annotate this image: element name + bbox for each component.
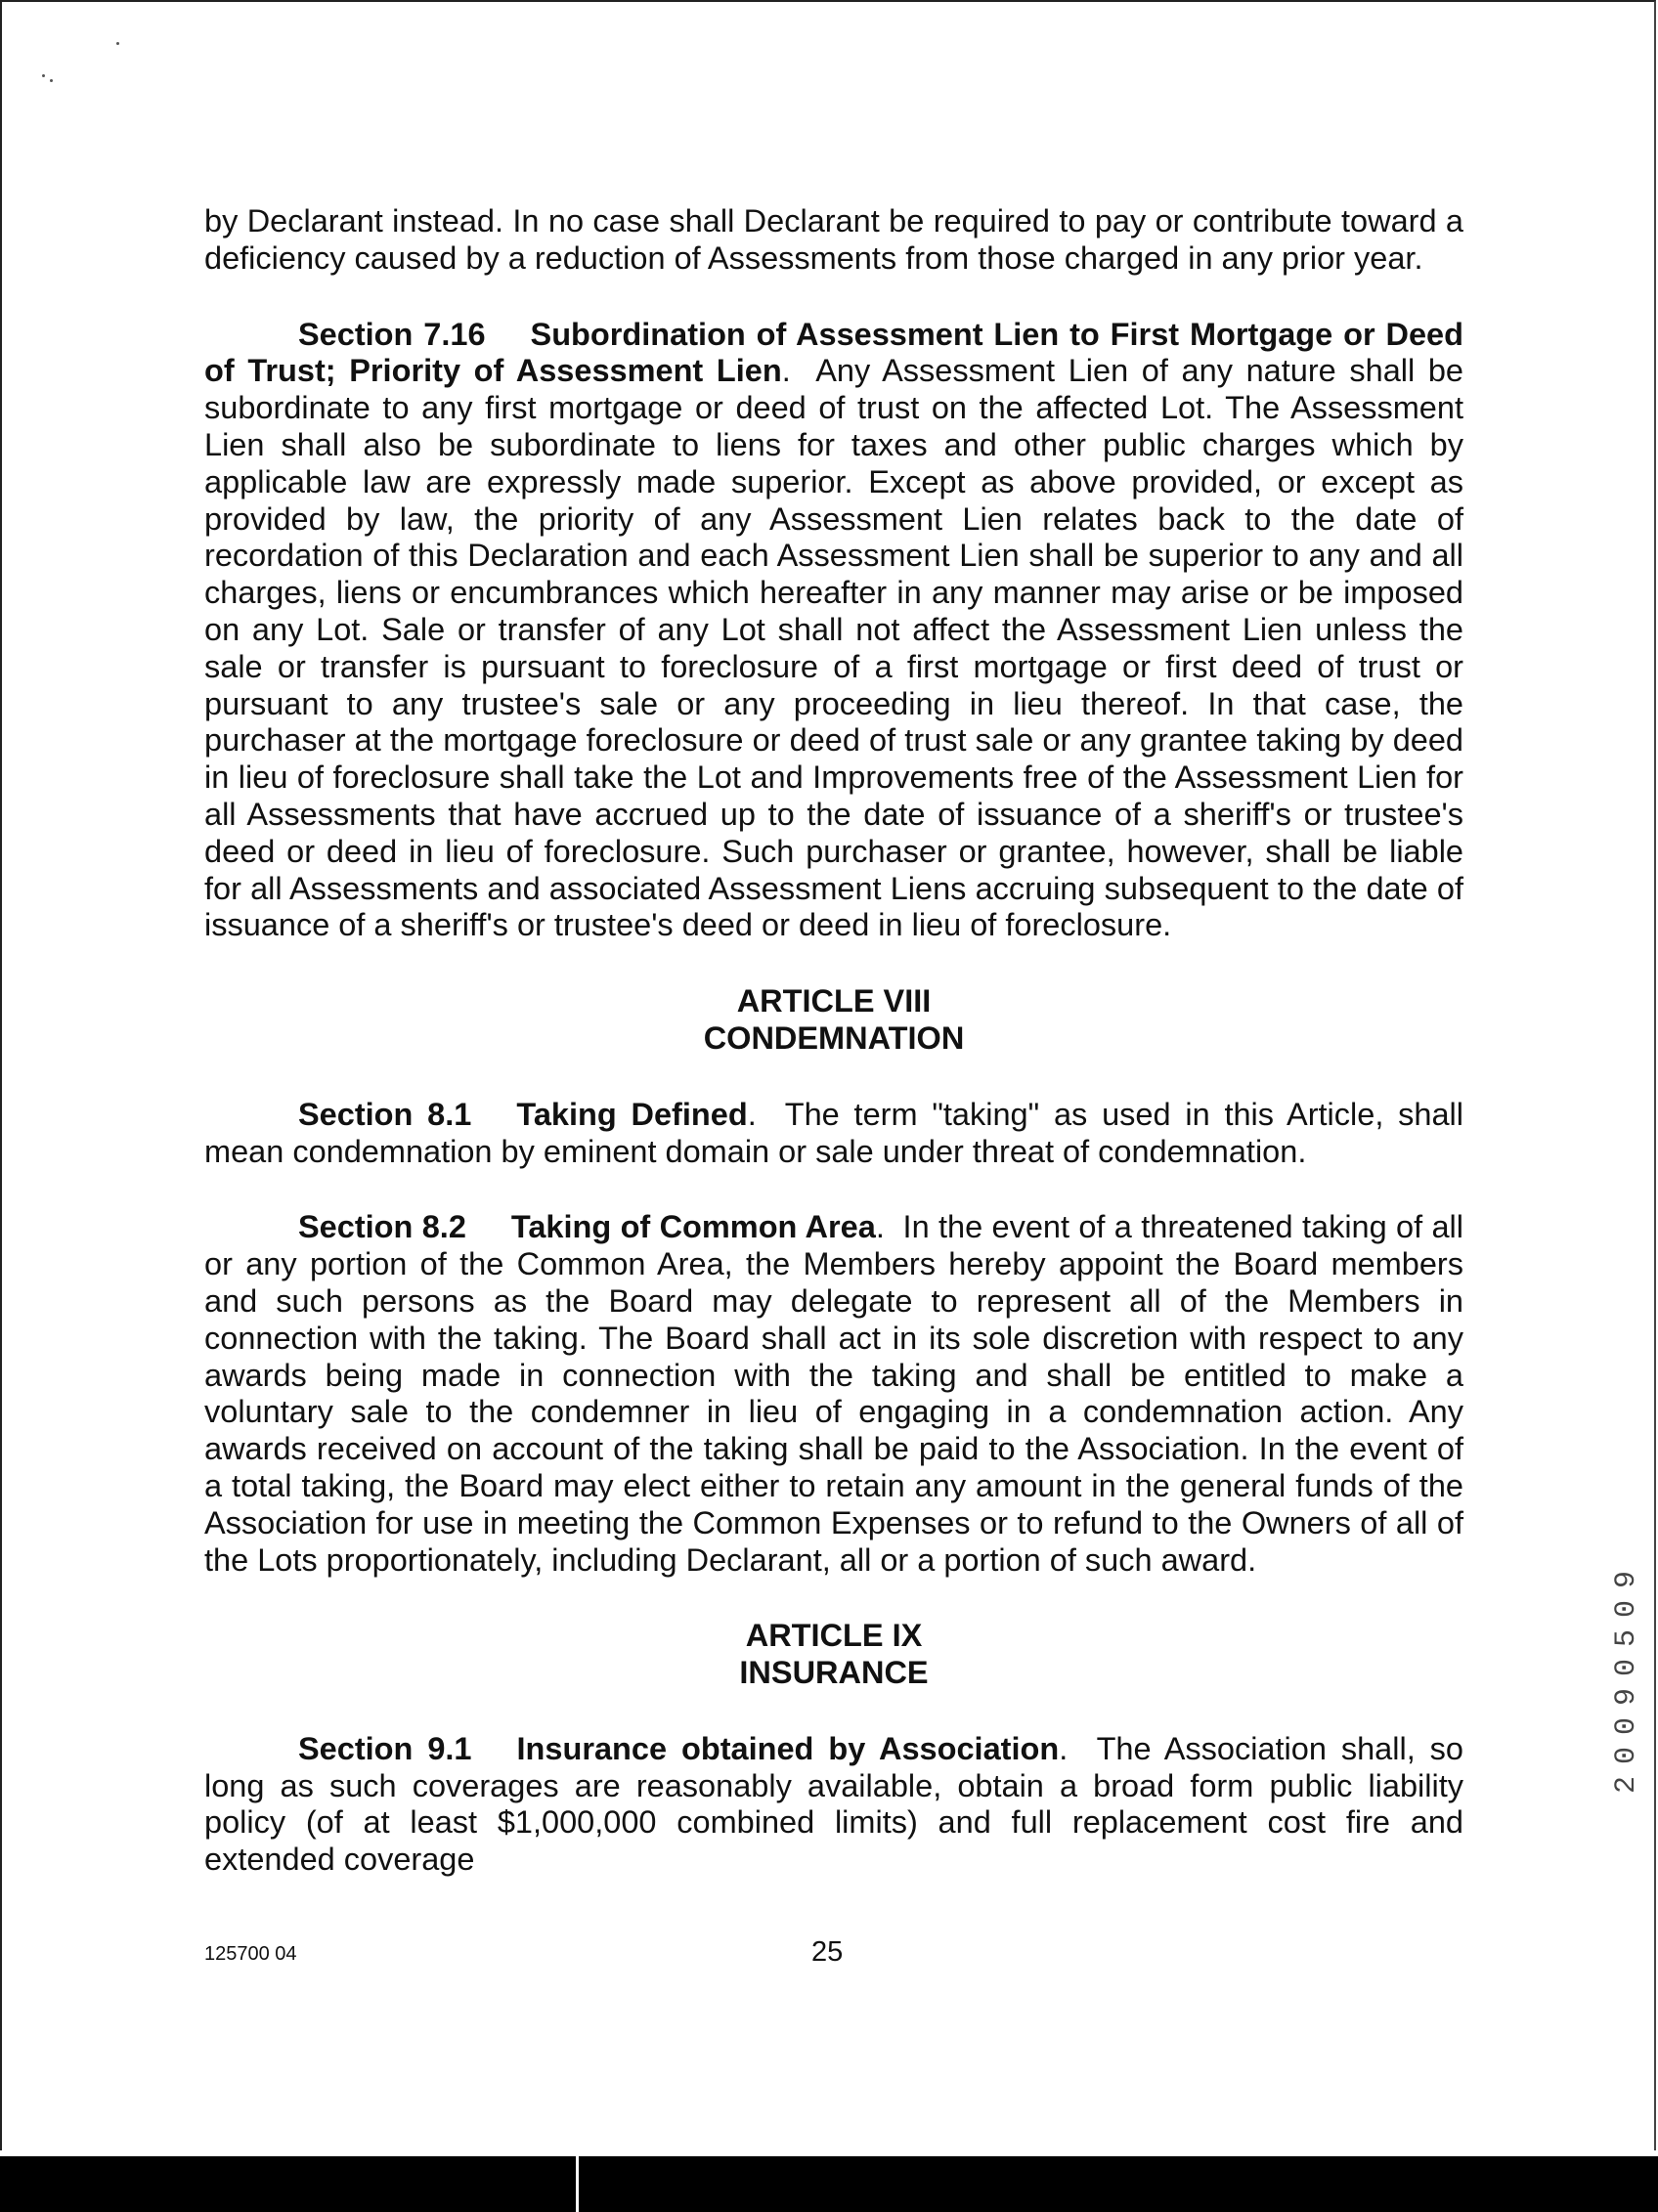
section-8-1: Section 8.1 Taking Defined. The term "taking" as used in this Article, shall mean condemnation by eminent domain or sale under threat of condemnation.: [204, 1096, 1463, 1169]
section-title: Insurance obtained by Association: [516, 1730, 1060, 1766]
recording-stamp: [1612, 1544, 1641, 1808]
section-8-2: Section 8.2 Taking of Common Area. In the event of a threatened taking of all or any portion of the Common Area, the Members hereby appoint the Board members and such persons as the Board may delegate to represent all of the Members in connection with the taking. The Board shall act in its sole discretion with respect to any awards being made in connection with the taking and shall be entitled to make a voluntary sale to the condemner in lieu of engaging in a condemnation action. Any awards received on account of the taking shall be paid to the Association. In the event of a total taking, the Board may elect either to retain any amount in the general funds of the Association for use in meeting the Common Expenses or to refund to the Owners of all of the Lots proportionately, including Declarant, all or a portion of such award.: [204, 1209, 1463, 1578]
scan-speck: [50, 79, 53, 82]
section-body: Any Assessment Lien of any nature shall be subordinate to any first mortgage or deed of trust on the affected Lot. The Assessment Lien shall also be subordinate to liens for taxes and other public charges which by applicable law are expressly made superior. Except as above provided, or except as provided by law, the priority of any Assessment Lien relates back to the date of recordation of this Declaration and each Assessment Lien shall be superior to any and all charges, liens or encumbrances which hereafter in any manner may arise or be imposed on any Lot. Sale or transfer of any Lot shall not affect the Assessment Lien unless the sale or transfer is pursuant to foreclosure of a first mortgage or first deed of trust or pursuant to any trustee's sale or any proceeding in lieu thereof. In that case, the purchaser at the mortgage foreclosure or deed of trust sale or any grantee taking by deed in lieu of foreclosure shall take the Lot and Improvements free of the Assessment Lien for all Assessments that have accrued up to the date of issuance of a sheriff's or trustee's deed or deed in lieu of foreclosure. Such purchaser or grantee, however, shall be liable for all Assessments and associated Assessment Liens accruing subsequent to the date of issuance of a sheriff's or trustee's deed or deed in lieu of foreclosure.: [204, 353, 1463, 943]
section-7-16: Section 7.16 Subordination of Assessment Lien to First Mortgage or Deed of Trust; Priority of Assessment Lien. Any Assessment Lien of any nature shall be subordinate to any first mortgage or deed of trust on the affected Lot. The Assessment Lien shall also be subordinate to liens for taxes and other public charges which by applicable law are expressly made superior. Except as above provided, or except as provided by law, the priority of any Assessment Lien relates back to the date of recordation of this Declaration and each Assessment Lien shall be superior to any and all charges, liens or encumbrances which hereafter in any manner may arise or be imposed on any Lot. Sale or transfer of any Lot shall not affect the Assessment Lien unless the sale or transfer is pursuant to foreclosure of a first mortgage or first deed of trust or pursuant to any trustee's sale or any proceeding in lieu thereof. In that case, the purchaser at the mortgage foreclosure or deed of trust sale or any grantee taking by deed in lieu of foreclosure shall take the Lot and Improvements free of the Assessment Lien for all Assessments that have accrued up to the date of issuance of a sheriff's or trustee's deed or deed in lieu of foreclosure. Such purchaser or grantee, however, shall be liable for all Assessments and associated Assessment Liens accruing subsequent to the date of issuance of a sheriff's or trustee's deed or deed in lieu of foreclosure.: [204, 316, 1463, 943]
section-body: The Association shall, so long as such coverages are reasonably available, obtain a broad form public liability policy (of at least $1,000,000 combined limits) and full replacement cost fire and extended coverage: [204, 1730, 1463, 1878]
intro-paragraph: by Declarant instead. In no case shall Declarant be required to pay or contribute toward a deficiency caused by a reduction of Assessments from those charged in any prior year.: [204, 203, 1463, 276]
page-number: 25: [811, 1936, 844, 1968]
section-title: Taking Defined: [516, 1096, 748, 1132]
scan-speck: [42, 74, 45, 77]
section-label: Section 7.16: [298, 316, 486, 352]
scan-bottom-divider: [576, 2156, 579, 2212]
section-9-1: Section 9.1 Insurance obtained by Association. The Association shall, so long as such coverages are reasonably available, obtain a broad form public liability policy (of at least $1,000,000 combined limits) and full replacement cost fire and extended coverage: [204, 1730, 1463, 1878]
section-body: In the event of a threatened taking of all or any portion of the Common Area, the Members hereby appoint the Board members and such persons as the Board may delegate to represent all of the Members in connection with the taking. The Board shall act in its sole discretion with respect to any awards being made in connection with the taking and shall be entitled to make a voluntary sale to the condemner in lieu of engaging in a condemnation action. Any awards received on account of the taking shall be paid to the Association. In the event of a total taking, the Board may elect either to retain any amount in the general funds of the Association for use in meeting the Common Expenses or to refund to the Owners of all of the Lots proportionately, including Declarant, all or a portion of such award.: [204, 1209, 1463, 1578]
document-body: [204, 203, 1463, 1918]
article-heading: [204, 983, 1463, 1058]
section-title: Taking of Common Area: [510, 1209, 876, 1245]
article-number: ARTICLE VIII: [736, 983, 932, 1019]
scan-speck: [116, 42, 119, 45]
recording-stamp-text: 20090509: [1610, 1558, 1643, 1795]
section-title: Subordination of Assessment Lien to First Mortgage or Deed of Trust; Priority of Assessment Lien: [204, 316, 1463, 389]
section-label: Section 9.1: [298, 1730, 472, 1766]
article-number: ARTICLE IX: [745, 1618, 923, 1654]
section-label: Section 8.1: [298, 1096, 472, 1132]
article-heading: [204, 1618, 1463, 1692]
article-title: CONDEMNATION: [703, 1019, 965, 1056]
footer-doc-code: 125700 04: [204, 1943, 297, 1965]
article-title: INSURANCE: [739, 1655, 929, 1691]
section-label: Section 8.2: [298, 1209, 466, 1245]
scan-bottom-bar: [0, 2156, 1658, 2212]
section-body: The term "taking" as used in this Article, shall mean condemnation by eminent domain or sale under threat of condemnation.: [204, 1096, 1463, 1169]
